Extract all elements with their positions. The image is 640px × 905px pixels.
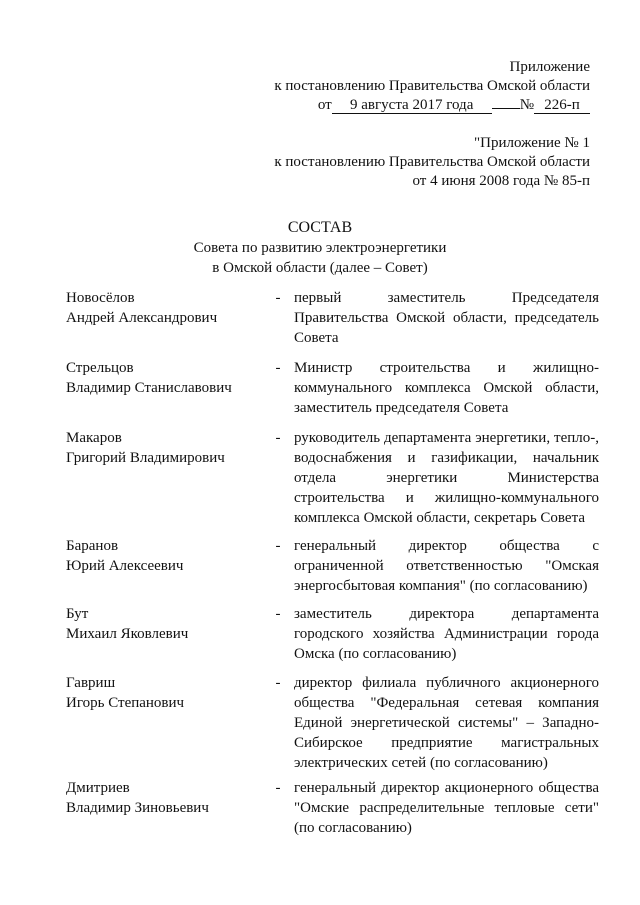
member-role: заместитель директора департамента городского хозяйства Администрации города Омска (по согласованию) xyxy=(294,606,599,662)
member-surname: Новосёлов xyxy=(66,290,135,306)
member-dash: - xyxy=(275,430,281,446)
member-surname: Баранов xyxy=(66,538,119,554)
number-prefix: № xyxy=(519,97,534,113)
member-dash: - xyxy=(275,290,281,306)
document-title xyxy=(0,218,640,278)
appendix-label: Приложение xyxy=(509,59,590,75)
member-role: генеральный директор акционерного общества "Омские распределительные тепловые сети" (по согласованию) xyxy=(294,780,599,836)
member-name xyxy=(66,288,266,328)
member-given-names: Юрий Алексеевич xyxy=(66,558,184,574)
member-role: директор филиала публичного акционерного общества "Федеральная сетевая компания Единой энергетической системы" – Западно-Сибирское предприятие магистральных электрических сетей (по согласованию) xyxy=(294,675,599,771)
previous-date-line: от 4 июня 2008 года № 85-п xyxy=(412,173,590,189)
previous-resolution-line: к постановлению Правительства Омской области xyxy=(274,154,590,170)
previous-appendix-label: "Приложение № 1 xyxy=(474,135,590,151)
date-underline-gap xyxy=(492,108,520,109)
resolution-line: к постановлению Правительства Омской области xyxy=(274,78,590,94)
member-given-names: Владимир Зиновьевич xyxy=(66,800,209,816)
member-surname: Макаров xyxy=(66,430,122,446)
member-name xyxy=(66,778,266,818)
title-heading: СОСТАВ xyxy=(287,219,353,236)
member-name xyxy=(66,358,266,398)
member-dash: - xyxy=(275,780,281,796)
title-line-2: в Омской области (далее – Совет) xyxy=(212,260,428,276)
member-given-names: Григорий Владимирович xyxy=(66,450,225,466)
appendix-header xyxy=(250,58,590,115)
member-dash: - xyxy=(275,360,281,376)
member-given-names: Владимир Станиславович xyxy=(66,380,232,396)
member-role: Министр строительства и жилищно-коммунального комплекса Омской области, заместитель председателя Совета xyxy=(294,360,599,416)
resolution-date: 9 августа 2017 года xyxy=(332,98,492,114)
member-role: генеральный директор общества с ограниченной ответственностью "Омская энергосбытовая компания" (по согласованию) xyxy=(294,538,599,594)
member-surname: Гавриш xyxy=(66,675,116,691)
member-role: руководитель департамента энергетики, тепло-, водоснабжения и газификации, начальник отдела энергетики Министерства строительства и жилищно-коммунального комплекса Омской области, секретарь Совета xyxy=(294,430,599,526)
member-surname: Стрельцов xyxy=(66,360,134,376)
member-dash: - xyxy=(275,675,281,691)
from-prefix: от xyxy=(317,97,332,113)
member-surname: Дмитриев xyxy=(66,780,130,796)
member-name xyxy=(66,536,266,576)
member-role: первый заместитель Председателя Правительства Омской области, председатель Совета xyxy=(294,290,599,346)
title-line-1: Совета по развитию электроэнергетики xyxy=(193,240,447,256)
member-name xyxy=(66,604,266,644)
previous-appendix-header xyxy=(250,134,590,191)
member-name xyxy=(66,428,266,468)
member-given-names: Игорь Степанович xyxy=(66,695,185,711)
member-name xyxy=(66,673,266,713)
member-dash: - xyxy=(275,606,281,622)
resolution-number: 226-п xyxy=(534,98,590,114)
date-number-line xyxy=(250,96,590,115)
member-dash: - xyxy=(275,538,281,554)
member-given-names: Андрей Александрович xyxy=(66,310,218,326)
member-surname: Бут xyxy=(66,606,89,622)
member-given-names: Михаил Яковлевич xyxy=(66,626,189,642)
